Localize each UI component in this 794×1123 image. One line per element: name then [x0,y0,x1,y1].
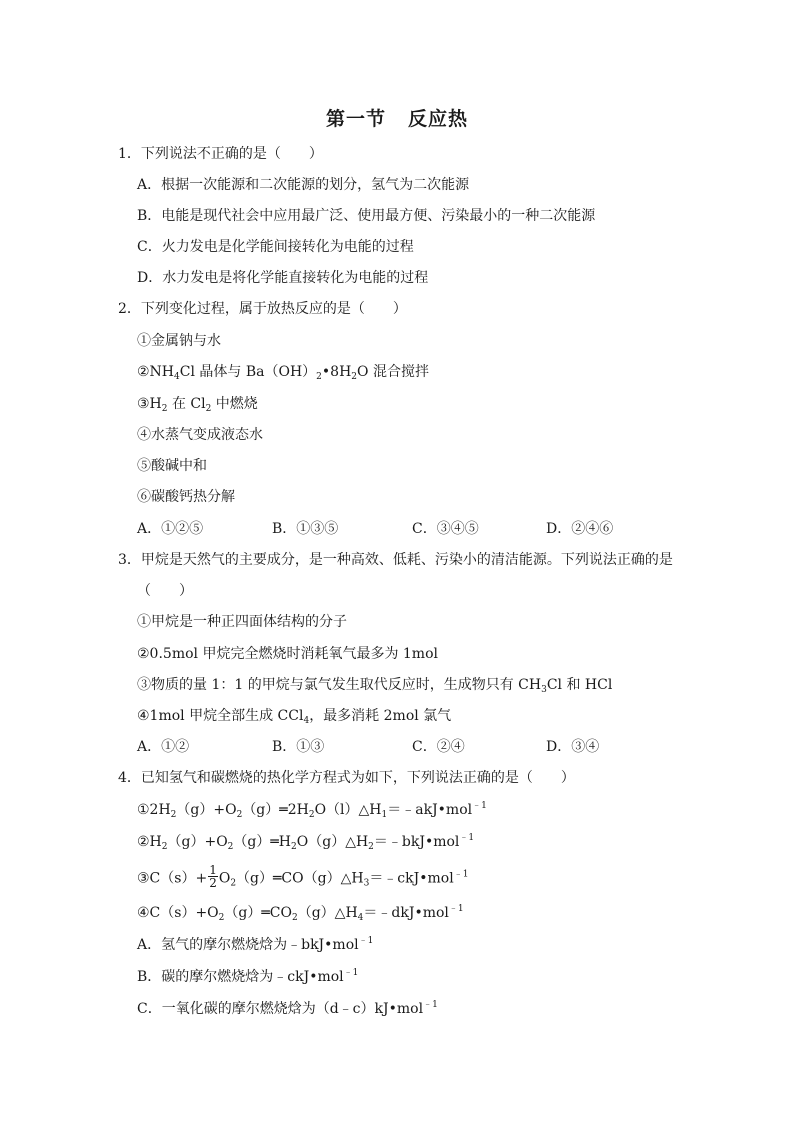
q4-equation-1: $①2H_2(g)+O_2(g)═2H_2O(l)\triangle H_1=﹣akJ•mol^{﹣1}$ [137,801,487,820]
q2-item-6: ⑥碳酸钙热分解 [137,489,235,505]
q1-stem: 1．下列说法不正确的是（ ） [118,146,323,162]
q1-option-a: A．根据一次能源和二次能源的划分，氢气为二次能源 [137,177,470,193]
q3-stem: 3．甲烷是天然气的主要成分，是一种高效、低耗、污染小的清洁能源。下列说法正确的是 [118,552,673,568]
q3-choice-b: B．①③ [272,739,325,755]
q1-option-c: C．火力发电是化学能间接转化为电能的过程 [137,239,414,255]
q2-item-1: ①金属钠与水 [137,333,221,349]
q1-option-b: B．电能是现代社会中应用最广泛、使用最方便、污染最小的一种二次能源 [137,208,596,224]
q3-choice-c: C．②④ [412,739,465,755]
q2-choice-b: B．①③⑤ [272,521,339,537]
title-section: 第一节 [325,108,386,130]
q3-item-2: ②0.5mol 甲烷完全燃烧时消耗氧气最多为 1mol [137,646,438,662]
q3-item-4: ④1mol 甲烷全部生成 CCl$_4$，最多消耗 2mol 氯气 [137,708,452,726]
q1-option-d: D．水力发电是将化学能直接转化为电能的过程 [137,270,429,286]
q4-option-c: C．一氧化碳的摩尔燃烧焓为（d﹣c）kJ•mol$^{﹣1}$ [137,1000,438,1017]
q4-stem: 4．已知氢气和碳燃烧的热化学方程式为如下，下列说法正确的是（ ） [118,770,575,786]
q2-item-5: ⑤酸碱中和 [137,458,207,474]
q2-item-3: $③H_2$ 在 $Cl_2$ 中燃烧 [137,396,258,414]
fraction-one-half: $\frac{1}{2}$ [209,863,217,890]
q3-choice-d: D．③④ [546,739,600,755]
q4-equation-3: ③C（s）+ $\frac{1}{2}$ $O_2(g)═CO(g)\triangle H_3=﹣ckJ•mol^{﹣1}$ [137,863,469,890]
q2-item-2: $②NH_4Cl$ 晶体与 $Ba(OH)_2•8H_2O$ 混合搅拌 [137,364,429,382]
q2-item-4: ④水蒸气变成液态水 [137,427,263,443]
q2-stem: 2．下列变化过程，属于放热反应的是（ ） [118,301,407,317]
q4-option-a: A．氢气的摩尔燃烧焓为﹣bkJ•mol$^{﹣1}$ [137,936,374,953]
q3-item-3: ③物质的量 1：1 的甲烷与氯气发生取代反应时，生成物只有 $CH_3Cl$ 和 HCl [137,677,613,695]
title-topic: 反应热 [408,108,469,130]
q3-item-1: ①甲烷是一种正四面体结构的分子 [137,614,347,630]
q2-choice-a: A．①②⑤ [137,521,204,537]
q3-stem-bracket: （ ） [137,583,193,599]
q4-option-b: B．碳的摩尔燃烧焓为﹣ckJ•mol$^{﹣1}$ [137,968,359,985]
page-title [0,104,794,131]
q4-equation-2: $②H_2(g)+O_2(g)═H_2O(g)\triangle H_2=﹣bkJ•mol^{﹣1}$ [137,833,475,852]
q3-choice-a: A．①② [137,739,190,755]
q2-choice-d: D．②④⑥ [546,521,614,537]
q4-equation-4: $④C(s)+O_2(g)═CO_2(g)\triangle H_4=﹣dkJ•mol^{﹣1}$ [137,904,464,923]
q2-choice-c: C．③④⑤ [412,521,479,537]
